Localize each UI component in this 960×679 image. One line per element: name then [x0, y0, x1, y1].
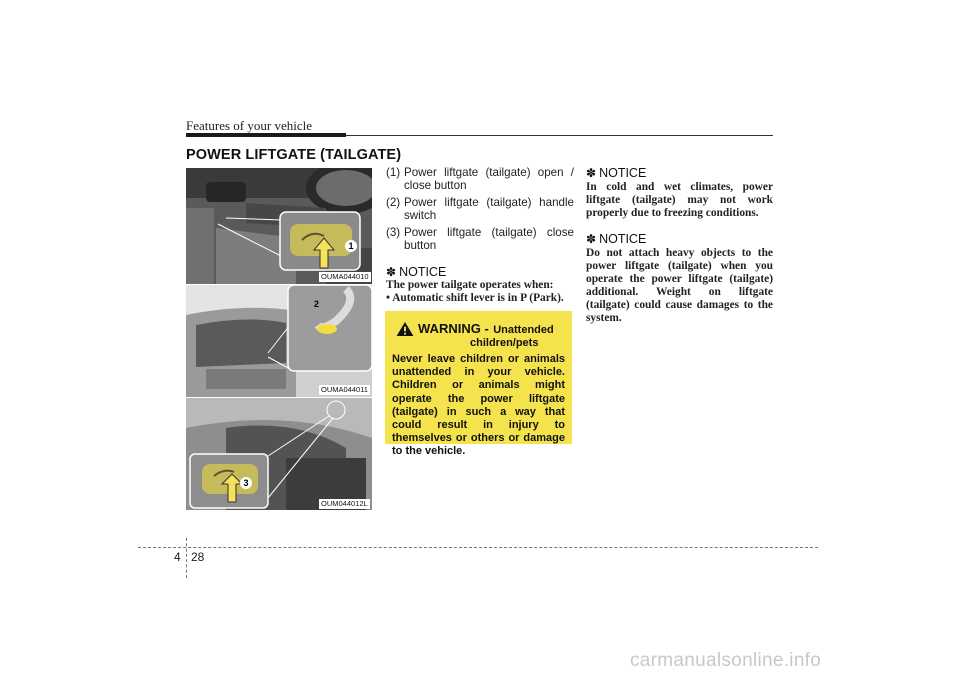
callout-3: 3	[240, 477, 252, 489]
notice-body: In cold and wet climates, power liftgate (tailgate) may not work properly due to freezing conditions.	[586, 181, 773, 219]
figure-close-button-photo	[185, 397, 373, 511]
tailgate-illustration	[186, 285, 372, 397]
figure-code-2: OUMA044011	[321, 385, 368, 394]
warning-title: WARNING -	[418, 321, 489, 336]
footer-page-number: 28	[191, 550, 205, 564]
callout-1: 1	[345, 240, 357, 252]
section-title: POWER LIFTGATE (TAILGATE)	[186, 147, 402, 163]
list-item	[386, 196, 574, 222]
right-column	[586, 166, 773, 325]
notice-mark-icon: ✽	[586, 232, 597, 246]
figure-dashboard-photo	[185, 167, 373, 285]
warning-subtitle-2: children/pets	[470, 337, 539, 349]
footer-rule	[138, 547, 818, 548]
dashboard-illustration	[186, 168, 372, 284]
warning-triangle-icon	[396, 322, 414, 336]
figure-code-3: OUM044012L	[321, 499, 368, 508]
footer-chapter: 4	[174, 550, 181, 564]
header-rule-thin	[346, 135, 773, 136]
header-rule-thick	[186, 133, 346, 137]
list-item	[386, 226, 574, 252]
notice-title: NOTICE	[599, 166, 647, 180]
notice-body: Do not attach heavy objects to the power liftgate (tailgate) when you operate the power liftgate (tailgate) additional. Weight on liftgate (tailgate) could cause damages to the system.	[586, 247, 773, 324]
item-text: Power liftgate (tailgate) open / close button	[404, 166, 574, 192]
warning-heading	[392, 320, 565, 338]
figure-code-1: OUMA044010	[321, 272, 369, 281]
item-number: (3)	[386, 226, 401, 239]
item-number: (2)	[386, 196, 401, 209]
notice-bullet: • Automatic shift lever is in P (Park).	[386, 292, 564, 304]
item-number: (1)	[386, 166, 401, 179]
notice-intro: The power tailgate operates when:	[386, 279, 554, 291]
callout-2: 2	[314, 299, 320, 309]
notice-heading	[586, 166, 773, 180]
close-button-illustration	[186, 398, 372, 510]
item-text: Power liftgate (tailgate) close button	[404, 226, 574, 252]
watermark: carmanualsonline.info	[630, 650, 822, 671]
notice-title: NOTICE	[399, 265, 447, 279]
warning-box	[385, 311, 572, 458]
figure-tailgate-photo	[185, 284, 373, 398]
footer-divider	[186, 538, 187, 578]
header-title: Features of your vehicle	[186, 118, 312, 133]
notice-heading	[386, 266, 574, 279]
list-item	[386, 166, 574, 192]
notice-title: NOTICE	[599, 232, 647, 246]
warning-subtitle-1: Unattended	[493, 324, 554, 336]
notice-heading	[586, 232, 773, 246]
middle-column	[386, 166, 574, 305]
item-text: Power liftgate (tailgate) handle switch	[404, 196, 574, 222]
warning-body: Never leave children or animals unattended in your vehicle. Children or animals might operate the power liftgate (tailgate) in such a way that could result in injury to themselves or others or damage to the vehicle.	[392, 353, 565, 458]
notice-mark-icon: ✽	[386, 265, 397, 279]
notice-mark-icon: ✽	[586, 166, 597, 180]
